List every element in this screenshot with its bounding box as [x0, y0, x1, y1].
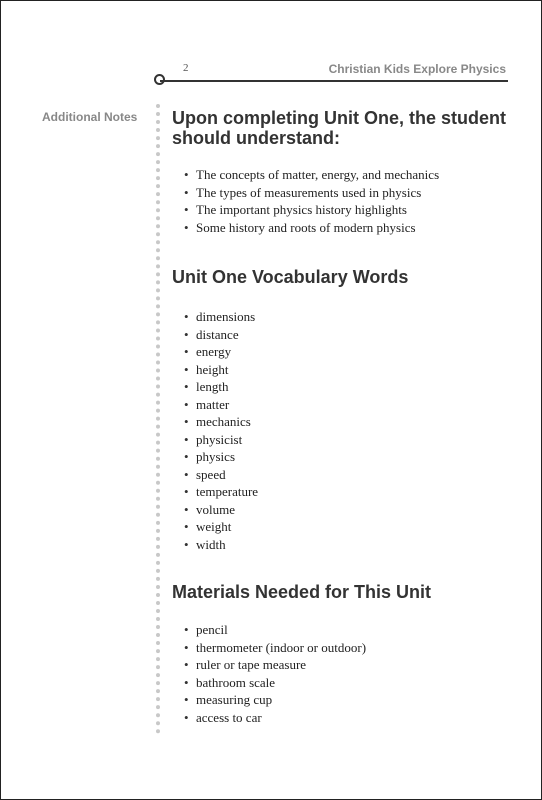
running-title: Christian Kids Explore Physics	[328, 62, 506, 76]
list-item: • distance	[184, 326, 512, 344]
list-item: • length	[184, 378, 512, 396]
list-item: • energy	[184, 343, 512, 361]
main-content	[172, 106, 512, 726]
learning-objectives-section	[172, 108, 512, 236]
list-item: • pencil	[184, 621, 512, 639]
vocabulary-heading: Unit One Vocabulary Words	[172, 267, 409, 287]
list-item: • The concepts of matter, energy, and mechanics	[184, 166, 512, 184]
list-item: • physicist	[184, 431, 512, 449]
list-item: • bathroom scale	[184, 674, 512, 692]
list-item: • The important physics history highlights	[184, 201, 512, 219]
list-item: • Some history and roots of modern physics	[184, 219, 512, 237]
list-item: • access to car	[184, 709, 512, 727]
list-item: • thermometer (indoor or outdoor)	[184, 639, 512, 657]
list-item: • ruler or tape measure	[184, 656, 512, 674]
list-item: • speed	[184, 466, 512, 484]
list-item: • width	[184, 536, 512, 554]
vocabulary-list	[172, 308, 512, 553]
list-item: • The types of measurements used in physics	[184, 184, 512, 202]
list-item: • volume	[184, 501, 512, 519]
vocabulary-section	[172, 267, 512, 553]
materials-section	[172, 582, 512, 726]
header-rule	[160, 80, 508, 82]
list-item: • weight	[184, 518, 512, 536]
materials-list	[172, 621, 512, 726]
learning-objectives-list	[172, 166, 512, 236]
list-item: • physics	[184, 448, 512, 466]
page-number: 2	[183, 62, 189, 74]
list-item: • dimensions	[184, 308, 512, 326]
list-item: • height	[184, 361, 512, 379]
list-item: • matter	[184, 396, 512, 414]
learning-objectives-heading: Upon completing Unit One, the student should understand:	[172, 108, 506, 148]
margin-dotted-line	[156, 104, 160, 734]
list-item: • temperature	[184, 483, 512, 501]
materials-heading: Materials Needed for This Unit	[172, 582, 432, 602]
list-item: • measuring cup	[184, 691, 512, 709]
additional-notes-label: Additional Notes	[42, 110, 138, 124]
list-item: • mechanics	[184, 413, 512, 431]
